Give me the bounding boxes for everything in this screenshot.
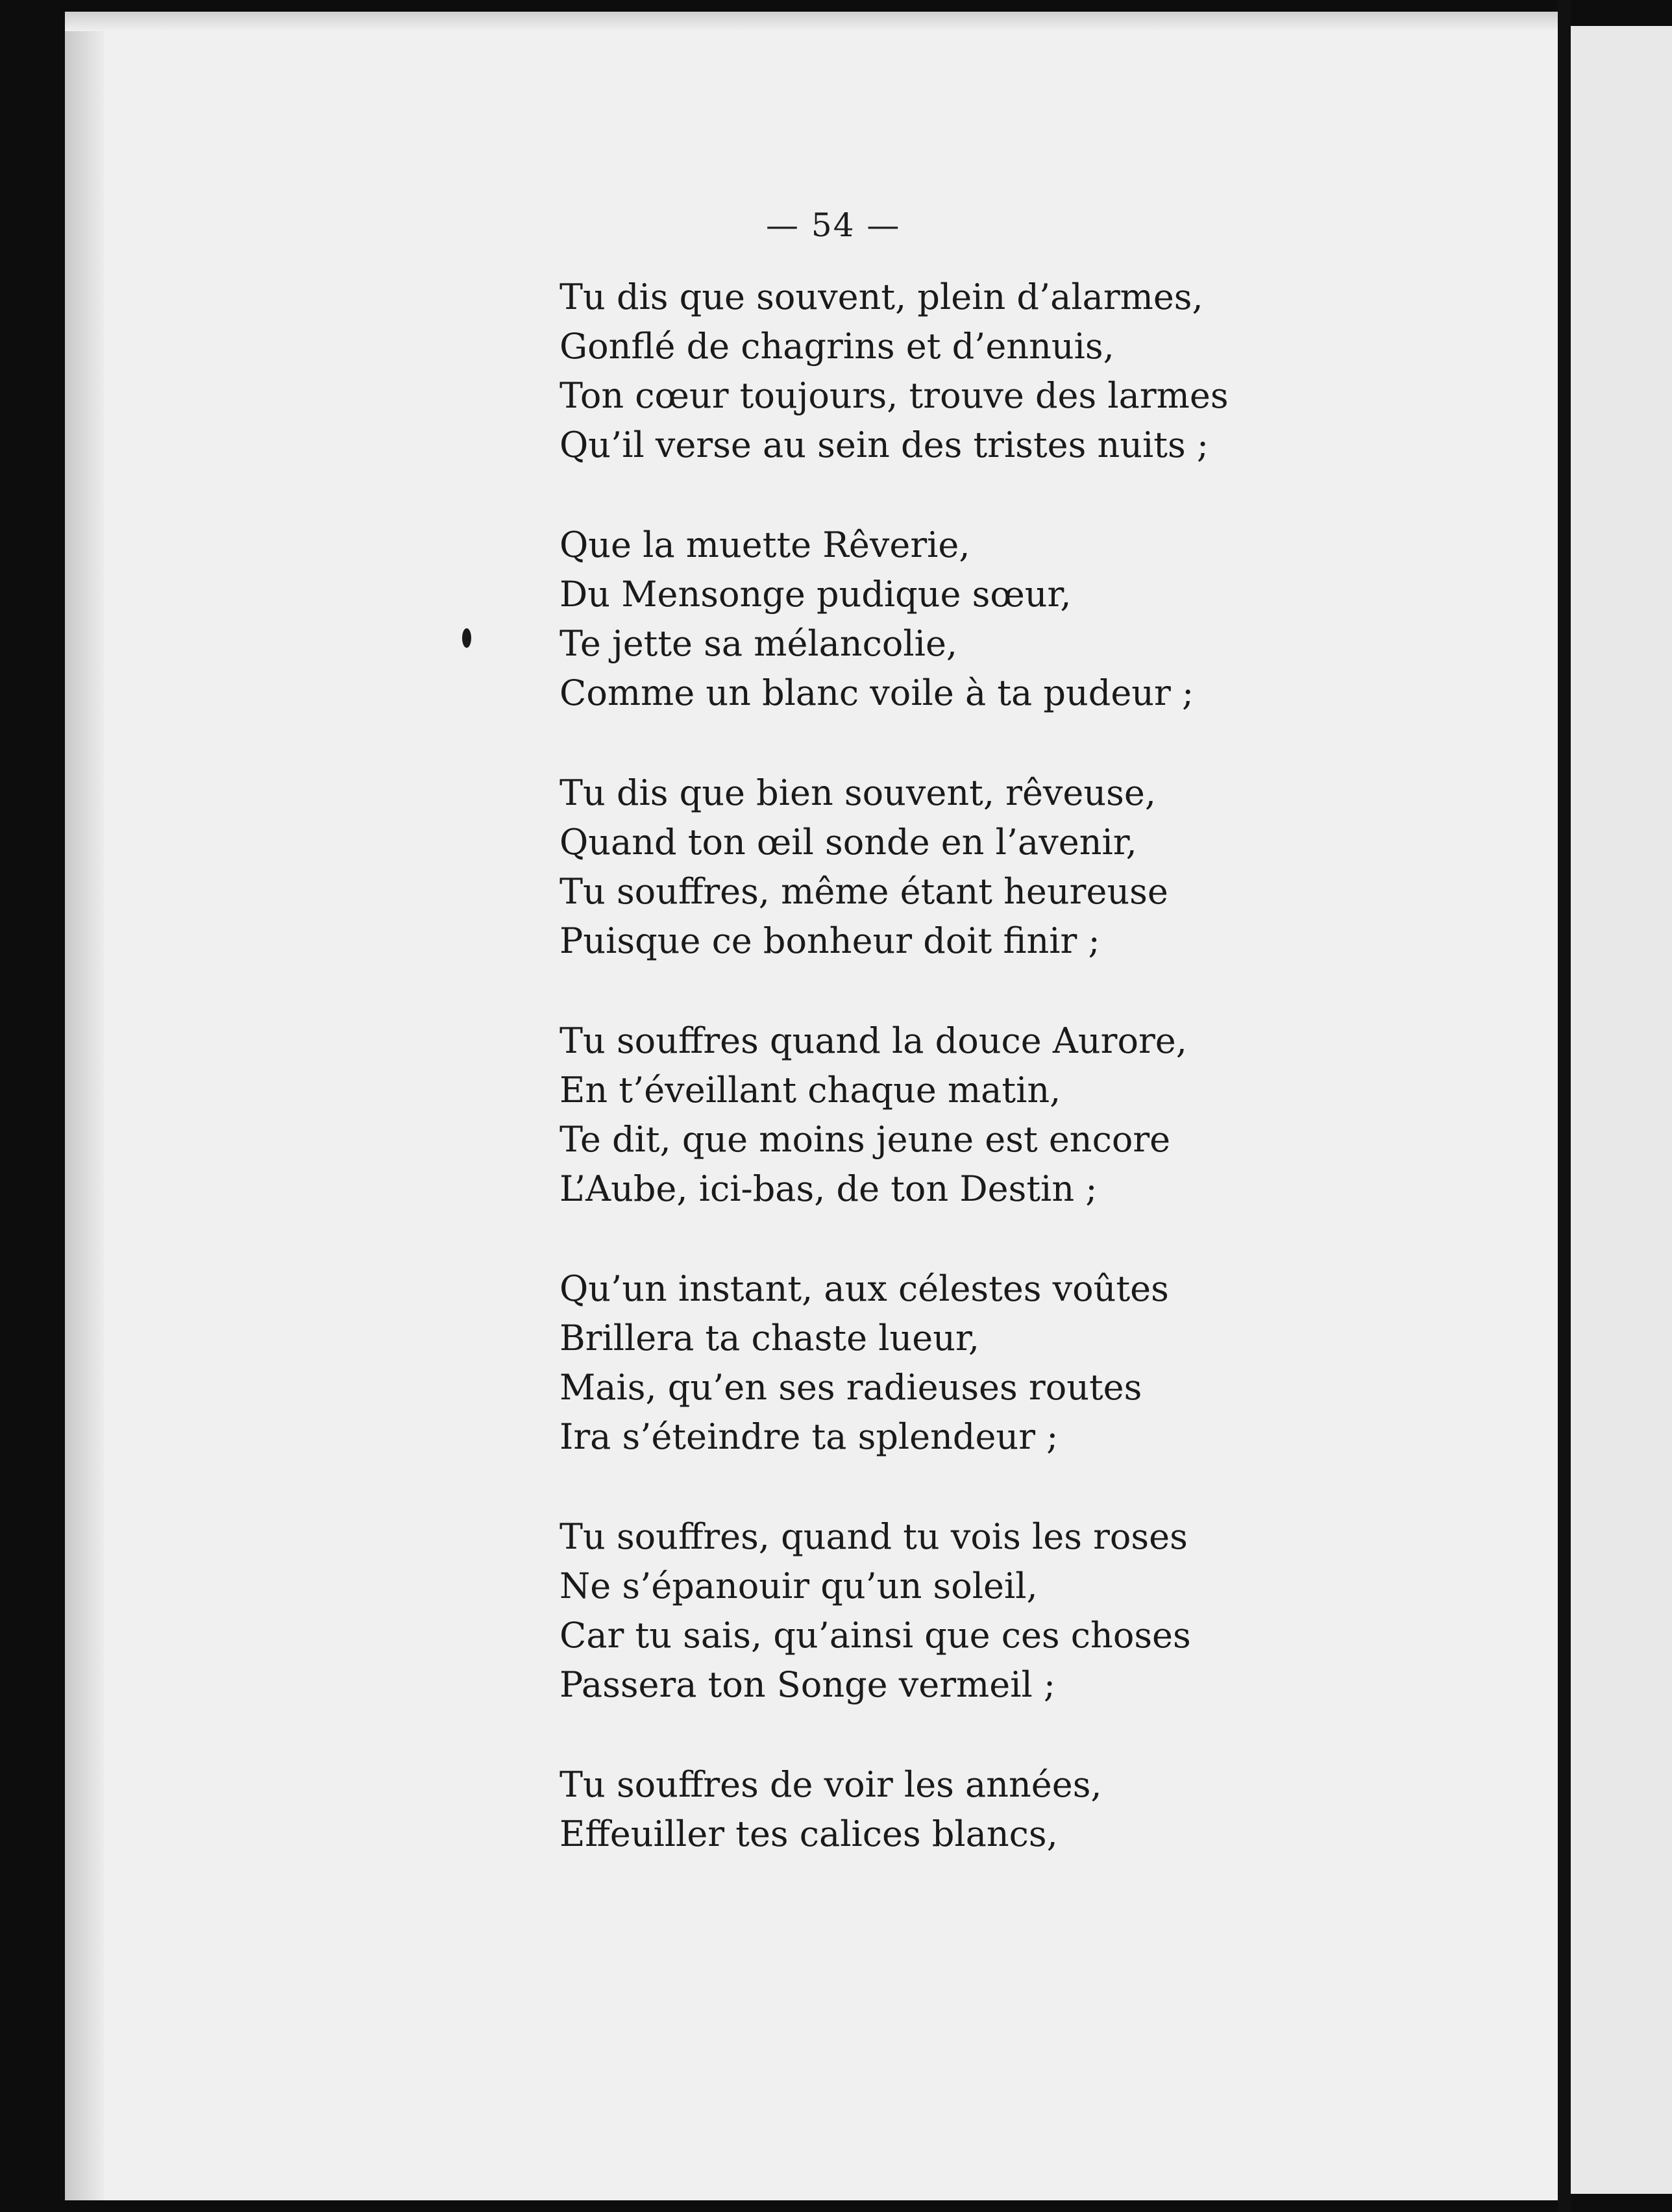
verse-line: L’Aube, ici-bas, de ton Destin ; xyxy=(559,1168,1098,1209)
verse-line: Quand ton œil sonde en l’avenir, xyxy=(559,822,1137,863)
verse-line: Te dit, que moins jeune est encore xyxy=(559,1119,1171,1160)
stanza-7 xyxy=(559,1760,1209,1859)
verse-line: Du Mensonge pudique sœur, xyxy=(559,574,1072,615)
stanza-3 xyxy=(559,768,1209,966)
book-spine xyxy=(1558,0,1571,2212)
verse-line: En t’éveillant chaque matin, xyxy=(559,1070,1061,1111)
verse-line: Mais, qu’en ses radieuses routes xyxy=(559,1367,1142,1408)
facing-page-edge xyxy=(1571,26,1672,2194)
stanza-5 xyxy=(559,1264,1209,1462)
page-number: — 54 — xyxy=(766,206,901,244)
verse-line: Puisque ce bonheur doit finir ; xyxy=(559,920,1100,961)
page-edge-shadow xyxy=(65,12,104,2200)
verse-line: Comme un blanc voile à ta pudeur ; xyxy=(559,672,1194,713)
verse-line: Tu souffres de voir les années, xyxy=(559,1764,1102,1805)
stanza-4 xyxy=(559,1016,1209,1214)
verse-line: Tu souffres, même étant heureuse xyxy=(559,871,1168,912)
verse-line: Tu dis que souvent, plein d’alarmes, xyxy=(559,276,1203,317)
verse-line: Effeuiller tes calices blancs, xyxy=(559,1813,1058,1854)
verse-line: Qu’il verse au sein des tristes nuits ; xyxy=(559,424,1209,465)
verse-line: Ton cœur toujours, trouve des larmes xyxy=(559,375,1229,416)
stanza-6 xyxy=(559,1512,1209,1710)
verse-line: Tu souffres quand la douce Aurore, xyxy=(559,1020,1187,1061)
ink-speck xyxy=(462,628,471,648)
verse-line: Te jette sa mélancolie, xyxy=(559,623,958,664)
verse-line: Car tu sais, qu’ainsi que ces choses xyxy=(559,1615,1191,1656)
stanza-1 xyxy=(559,273,1229,470)
verse-line: Qu’un instant, aux célestes voûtes xyxy=(559,1268,1169,1309)
verse-line: Ira s’éteindre ta splendeur ; xyxy=(559,1416,1059,1457)
verse-line: Brillera ta chaste lueur, xyxy=(559,1318,980,1358)
stanza-2 xyxy=(559,521,1209,718)
verse-line: Passera ton Songe vermeil ; xyxy=(559,1664,1056,1705)
verse-line: Que la muette Rêverie, xyxy=(559,524,970,565)
verse-line: Tu dis que bien souvent, rêveuse, xyxy=(559,772,1157,813)
verse-line: Gonflé de chagrins et d’ennuis, xyxy=(559,326,1114,367)
verse-line: Tu souffres, quand tu vois les roses xyxy=(559,1516,1188,1557)
page-top-shadow xyxy=(65,12,1558,31)
verse-line: Ne s’épanouir qu’un soleil, xyxy=(559,1566,1038,1606)
poem xyxy=(559,273,1229,1910)
